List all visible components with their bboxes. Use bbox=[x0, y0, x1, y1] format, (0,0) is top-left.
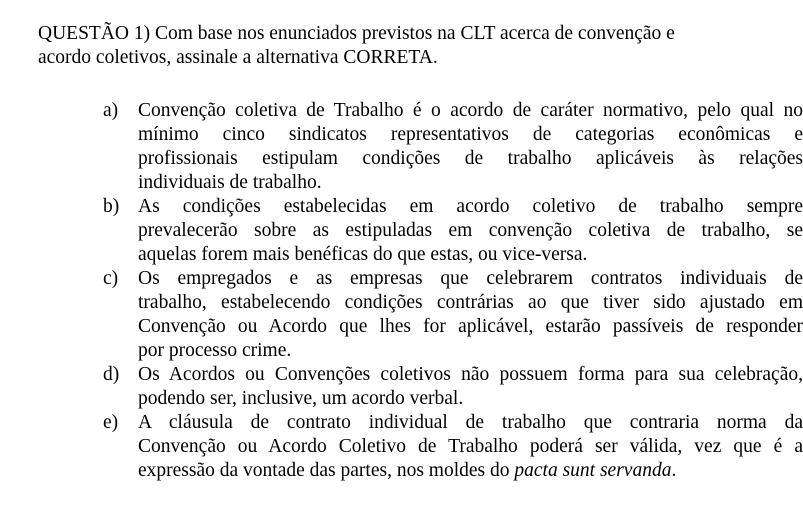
option-line: Convenção ou Acordo que lhes for aplicável, estarão passíveis de responder bbox=[138, 316, 803, 337]
option-letter: b) bbox=[103, 196, 120, 217]
option-line-prefix: expressão da vontade das partes, nos moldes do bbox=[138, 460, 515, 481]
option-line: Convenção coletiva de Trabalho é o acordo de caráter normativo, pelo qual no bbox=[138, 100, 803, 121]
option-letter: a) bbox=[103, 100, 119, 121]
option-line-last bbox=[138, 459, 803, 483]
option-text bbox=[138, 99, 803, 195]
option-line: A cláusula de contrato individual de trabalho que contraria norma da bbox=[138, 412, 803, 433]
question-line-1: QUESTÃO 1) Com base nos enunciados previstos na CLT acerca de convenção e bbox=[38, 23, 675, 44]
option-line-suffix: . bbox=[671, 460, 677, 481]
option-text bbox=[138, 195, 803, 267]
option-line: podendo ser, inclusive, um acordo verbal. bbox=[138, 388, 464, 409]
option-line: aquelas forem mais benéficas do que estas, ou vice-versa. bbox=[138, 244, 588, 265]
option-a bbox=[103, 99, 803, 195]
option-line: As condições estabelecidas em acordo coletivo de trabalho sempre bbox=[138, 196, 803, 217]
option-text bbox=[138, 363, 803, 411]
latin-phrase: pacta sunt servanda bbox=[514, 460, 672, 481]
option-d bbox=[103, 363, 803, 411]
option-line: prevalecerão sobre as estipuladas em convenção coletiva de trabalho, se bbox=[138, 220, 803, 241]
option-text bbox=[138, 267, 803, 363]
option-letter: e) bbox=[103, 412, 119, 433]
answer-options-list bbox=[103, 99, 803, 483]
option-line: Os Acordos ou Convenções coletivos não possuem forma para sua celebração, bbox=[138, 364, 803, 385]
option-line: individuais de trabalho. bbox=[138, 172, 322, 193]
option-letter: c) bbox=[103, 268, 119, 289]
option-b bbox=[103, 195, 803, 267]
option-letter: d) bbox=[103, 364, 120, 385]
option-e bbox=[103, 411, 803, 483]
option-line: trabalho, estabelecendo condições contrárias ao que tiver sido ajustado em bbox=[138, 292, 803, 313]
question-line-2: acordo coletivos, assinale a alternativa CORRETA. bbox=[38, 47, 438, 68]
question-text bbox=[38, 22, 778, 70]
option-line: Convenção ou Acordo Coletivo de Trabalho poderá ser válida, vez que é a bbox=[138, 436, 803, 457]
option-line: profissionais estipulam condições de trabalho aplicáveis às relações bbox=[138, 148, 803, 169]
option-line: mínimo cinco sindicatos representativos de categorias econômicas e bbox=[138, 124, 803, 145]
option-line: por processo crime. bbox=[138, 340, 292, 361]
option-text bbox=[138, 411, 803, 483]
option-line: Os empregados e as empresas que celebrarem contratos individuais de bbox=[138, 268, 803, 289]
option-c bbox=[103, 267, 803, 363]
